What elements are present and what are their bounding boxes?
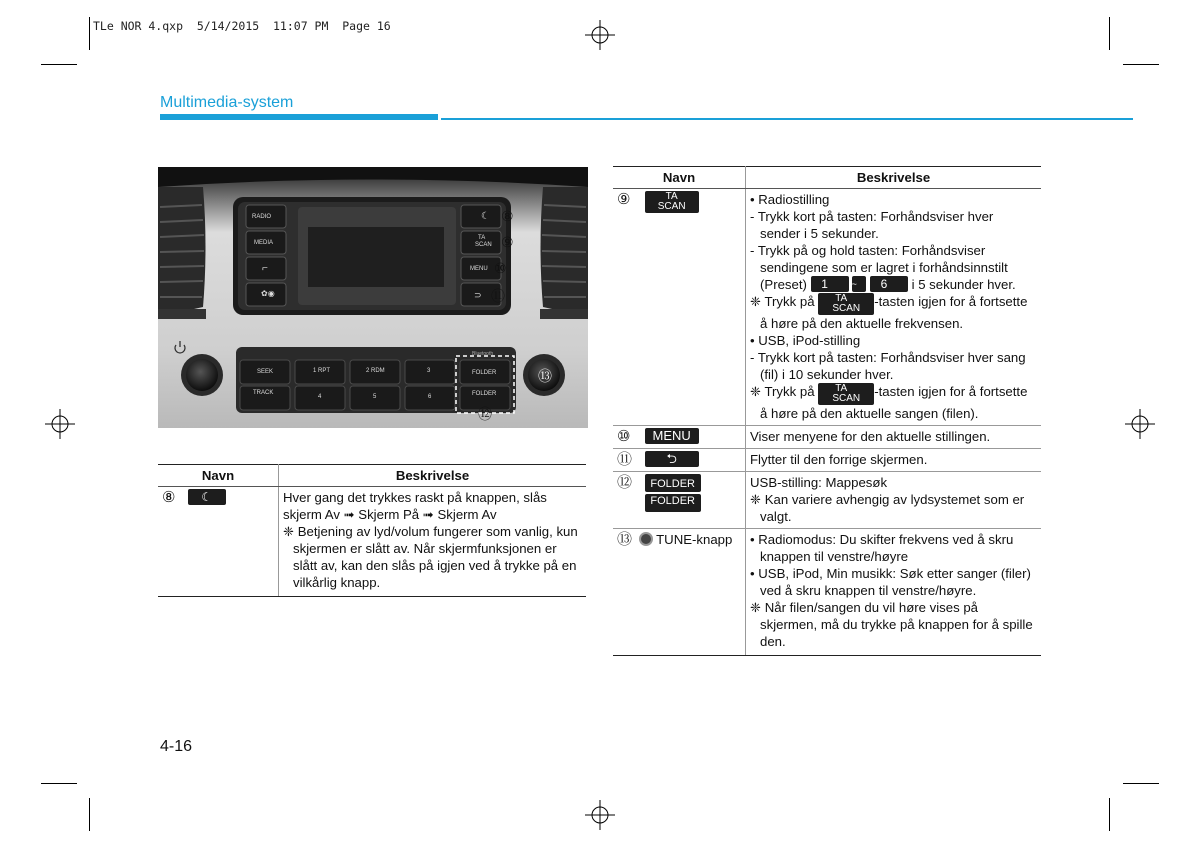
console-preset-6: 6 bbox=[428, 394, 432, 400]
table-row bbox=[613, 472, 1041, 529]
console-preset-1: 1 RPT bbox=[313, 368, 331, 374]
table-row bbox=[613, 449, 1041, 472]
description-cell bbox=[279, 487, 587, 597]
item-number: ⑧ bbox=[162, 489, 176, 506]
ta-scan-key bbox=[818, 383, 874, 405]
preset-1-key: 1 bbox=[811, 276, 849, 292]
name-cell bbox=[613, 529, 746, 656]
console-preset-3: 3 bbox=[427, 368, 431, 374]
description-cell bbox=[746, 449, 1042, 472]
right-spec-table bbox=[613, 166, 1041, 656]
description-line: - Trykk kort på tasten: Forhåndsviser hver sang (fil) i 10 sekunder hver. bbox=[750, 350, 1026, 382]
console-media-label: MEDIA bbox=[254, 240, 274, 246]
description-line: • USB, iPod, Min musikk: Søk etter sanger (filer) ved å skru knappen til venstre/høyre. bbox=[750, 566, 1031, 598]
item-number: ⑨ bbox=[617, 191, 631, 208]
preset-6-key: 6 bbox=[870, 276, 908, 292]
print-header: TLe NOR 4.qxp 5/14/2015 11:07 PM Page 16 bbox=[93, 19, 391, 33]
console-ta-label: TA bbox=[478, 235, 486, 241]
description-note: ❈ Kan variere avhengig av lydsystemet som er valgt. bbox=[750, 492, 1025, 524]
bluetooth-label: Bluetooth bbox=[472, 351, 494, 357]
ta-scan-key bbox=[818, 293, 874, 315]
console-preset-5: 5 bbox=[373, 394, 377, 400]
crop-mark bbox=[1109, 17, 1110, 50]
item-number: ⑫ bbox=[617, 474, 633, 491]
console-folder-up: FOLDER bbox=[472, 370, 497, 376]
phone-icon: ⌐ bbox=[262, 263, 268, 274]
console-track-label: TRACK bbox=[253, 390, 274, 396]
folder-down-key: FOLDER bbox=[645, 494, 701, 512]
note-start: ❈ Trykk på bbox=[750, 294, 815, 309]
crop-mark bbox=[1109, 798, 1110, 831]
registration-mark bbox=[45, 409, 75, 439]
description-line bbox=[750, 242, 1037, 293]
description-line: • Radiomodus: Du skifter frekvens ved å skru knappen til venstre/høyre bbox=[750, 532, 1014, 564]
description-line: Hver gang det trykkes raskt på knappen, slås skjerm Av ➟ Skjerm På ➟ Skjerm Av bbox=[283, 490, 547, 522]
description-line: USB-stilling: Mappesøk bbox=[750, 475, 888, 490]
moon-icon: ☾ bbox=[188, 489, 226, 505]
back-icon: ⊃ bbox=[474, 290, 482, 300]
description-cell bbox=[746, 189, 1042, 426]
description-line: • Radiostilling bbox=[750, 192, 830, 207]
item-number: ⑪ bbox=[617, 451, 633, 468]
header-name: Navn bbox=[158, 465, 279, 487]
console-scan-label: SCAN bbox=[475, 242, 492, 248]
callout-8: ⑧ bbox=[501, 208, 514, 224]
console-seek-label: SEEK bbox=[257, 369, 274, 375]
ta-label: TA bbox=[835, 293, 848, 304]
table-row bbox=[158, 487, 586, 597]
name-cell bbox=[158, 487, 279, 597]
left-spec-table bbox=[158, 464, 586, 597]
scan-label: SCAN bbox=[657, 201, 686, 212]
callout-12: ⑫ bbox=[478, 406, 492, 422]
description-note bbox=[750, 383, 1037, 422]
console-radio-label: RADIO bbox=[252, 214, 272, 220]
page-number: 4-16 bbox=[160, 738, 193, 755]
callout-11: ⑪ bbox=[491, 288, 505, 304]
moon-icon: ☾ bbox=[481, 211, 490, 222]
table-row bbox=[613, 529, 1041, 656]
ta-label: TA bbox=[835, 383, 848, 394]
crop-mark bbox=[1123, 783, 1159, 784]
section-title: Multimedia-system bbox=[160, 94, 294, 111]
description-line: • USB, iPod-stilling bbox=[750, 333, 861, 348]
description-cell bbox=[746, 426, 1042, 449]
scan-label: SCAN bbox=[832, 303, 861, 314]
description-note: ❈ Når filen/sangen du vil høre vises på skjermen, må du trykke på knappen for å spille den. bbox=[750, 600, 1033, 649]
description-line: - Trykk kort på tasten: Forhåndsviser hver sender i 5 sekunder. bbox=[750, 209, 994, 241]
crop-mark bbox=[89, 798, 90, 831]
item-number: ⑩ bbox=[617, 428, 631, 445]
audio-console-image bbox=[158, 167, 588, 428]
menu-key: MENU bbox=[645, 428, 699, 444]
tune-knob-icon bbox=[639, 532, 653, 546]
table-row bbox=[613, 426, 1041, 449]
description-cell bbox=[746, 472, 1042, 529]
callout-9: ⑨ bbox=[501, 234, 514, 250]
registration-mark bbox=[585, 800, 615, 830]
console-preset-2: 2 RDM bbox=[366, 368, 385, 374]
description-line: Flytter til den forrige skjermen. bbox=[750, 452, 928, 467]
console-menu-label: MENU bbox=[470, 266, 488, 272]
folder-up-key: FOLDER bbox=[645, 474, 701, 492]
description-note: ❈ Betjening av lyd/volum fungerer som vanlig, kun skjermen er slått av. Når skjermfunksjonen er slått av, kan den slås på igjen ved å trykke på en vilkårlig knapp. bbox=[283, 524, 578, 590]
console-folder-down: FOLDER bbox=[472, 391, 497, 397]
registration-mark bbox=[1125, 409, 1155, 439]
preset-text-end: i 5 sekunder hver. bbox=[911, 277, 1016, 292]
section-rule-thick bbox=[160, 114, 438, 120]
registration-mark bbox=[585, 20, 615, 50]
tune-knob-label: TUNE-knapp bbox=[656, 532, 733, 547]
name-cell bbox=[613, 449, 746, 472]
name-cell bbox=[613, 189, 746, 426]
gear-icon: ✿◉ bbox=[261, 289, 275, 298]
back-icon: ⮌ bbox=[645, 451, 699, 467]
callout-10: ⑩ bbox=[494, 260, 507, 276]
crop-mark bbox=[1123, 64, 1159, 65]
scan-label: SCAN bbox=[832, 393, 861, 404]
name-cell bbox=[613, 472, 746, 529]
description-line: Viser menyene for den aktuelle stillingen. bbox=[750, 429, 991, 444]
table-row bbox=[613, 189, 1041, 426]
header-description: Beskrivelse bbox=[279, 465, 587, 487]
description-cell bbox=[746, 529, 1042, 656]
item-number: ⑬ bbox=[617, 531, 633, 548]
folder-keys bbox=[645, 474, 701, 512]
note-end: -tasten igjen for å fortsette å høre på den aktuelle frekvensen. bbox=[760, 294, 1028, 331]
ta-scan-key bbox=[645, 191, 699, 213]
console-illustration bbox=[158, 167, 588, 428]
console-preset-4: 4 bbox=[318, 394, 322, 400]
name-cell bbox=[613, 426, 746, 449]
ta-label: TA bbox=[665, 191, 678, 202]
preset-text: - Trykk på og hold tasten: Forhåndsviser sendingene som er lagret i forhåndsinnstilt (Preset) bbox=[750, 243, 1008, 292]
header-description: Beskrivelse bbox=[746, 167, 1042, 189]
section-rule-thin bbox=[441, 118, 1133, 120]
note-start: ❈ Trykk på bbox=[750, 384, 815, 399]
crop-mark bbox=[89, 17, 90, 50]
header-name: Navn bbox=[613, 167, 746, 189]
note-end: -tasten igjen for å fortsette å høre på den aktuelle sangen (filen). bbox=[760, 384, 1028, 421]
crop-mark bbox=[41, 783, 77, 784]
tilde-key: ~ bbox=[852, 276, 866, 292]
crop-mark bbox=[41, 64, 77, 65]
description-note bbox=[750, 293, 1037, 332]
callout-13: ⑬ bbox=[538, 368, 552, 384]
